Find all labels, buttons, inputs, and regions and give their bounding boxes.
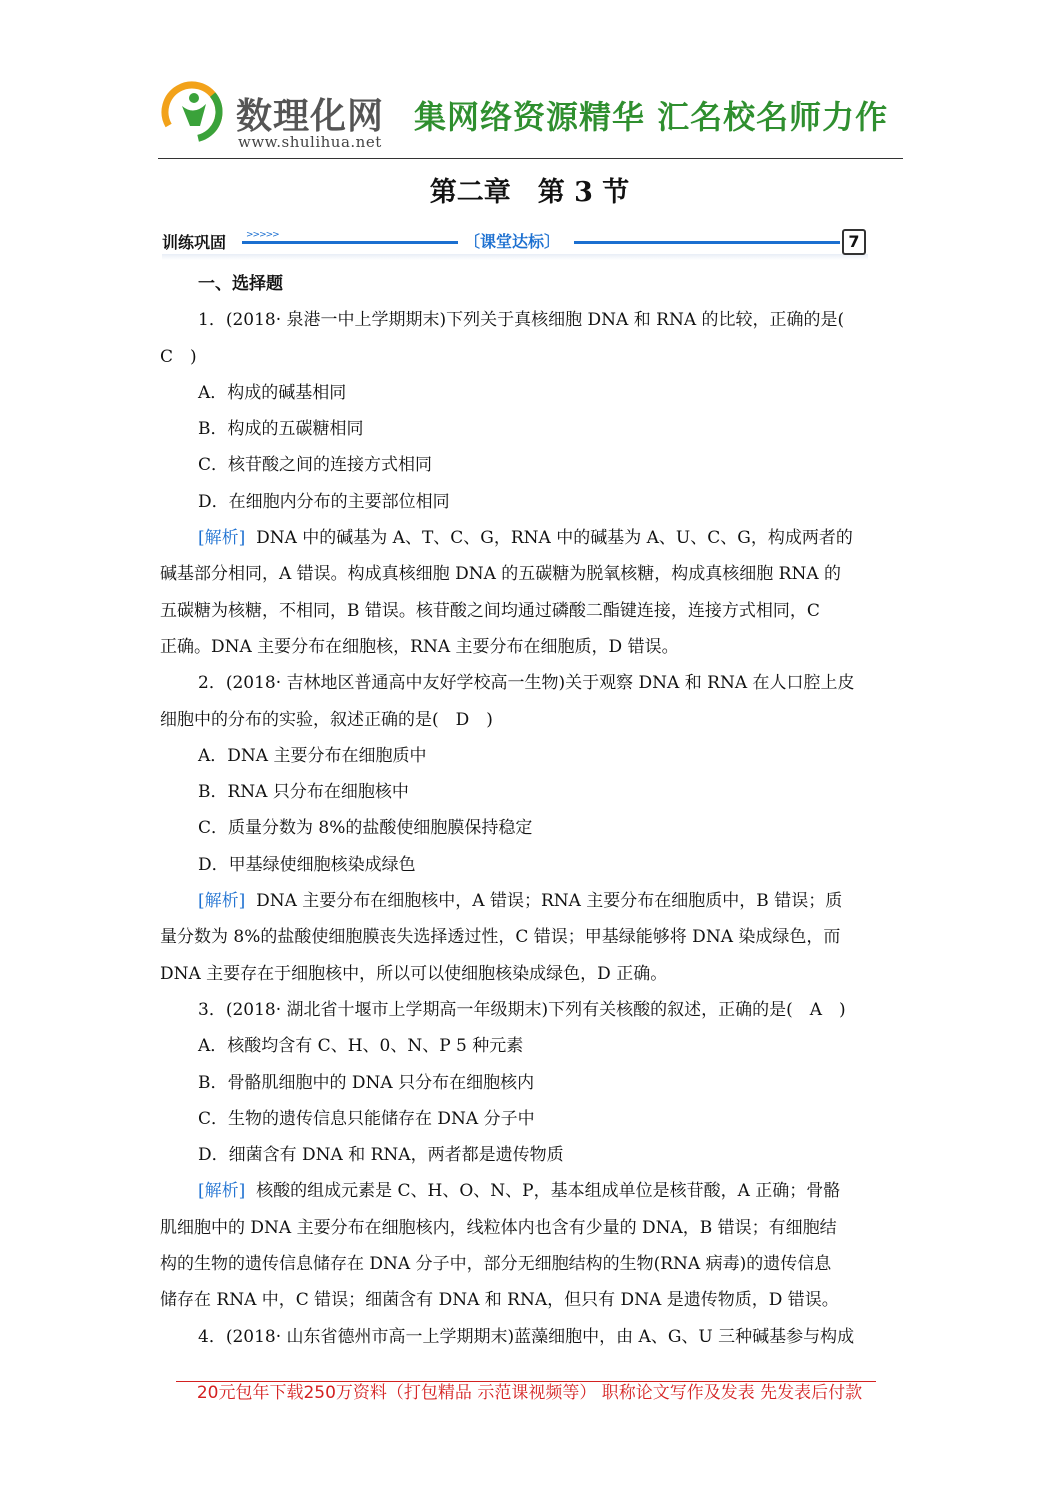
question-2-option-c: C．质量分数为 8%的盐酸使细胞膜保持稳定 [198, 818, 533, 839]
analysis-label: [解析] [198, 1181, 246, 1202]
question-3-stem: 3．(2018· 湖北省十堰市上学期高一年级期末)下列有关核酸的叙述，正确的是( A ) [198, 999, 846, 1020]
analysis-text: DNA 主要分布在细胞核中，A 错误；RNA 主要分布在细胞质中，B 错误；质 [256, 891, 843, 912]
question-1-stem: 1．(2018· 泉港一中上学期期末)下列关于真核细胞 DNA 和 RNA 的比较，正确的是( [198, 310, 845, 331]
section-bar-line-left [242, 241, 458, 244]
site-header [158, 78, 903, 158]
analysis-line: 量分数为 8%的盐酸使细胞膜丧失选择透过性，C 错误；甲基绿能够将 DNA 染成绿色，而 [160, 927, 841, 948]
analysis-label: [解析] [198, 528, 246, 549]
analysis-line: 正确。DNA 主要分布在细胞核，RNA 主要分布在细胞质，D 错误。 [160, 636, 679, 657]
site-slogan: 集网络资源精华 汇名校名师力作 [414, 98, 889, 136]
question-2-option-d: D．甲基绿使细胞核染成绿色 [198, 854, 416, 875]
section-bar [162, 226, 872, 260]
header-divider [158, 158, 903, 159]
question-1-answer: C ) [160, 346, 197, 367]
question-4-stem: 4．(2018· 山东省德州市高一上学期期末)蓝藻细胞中，由 A、G、U 三种碱基参与构成 [198, 1326, 855, 1347]
analysis-line: 肌细胞中的 DNA 主要分布在细胞核内，线粒体内也含有少量的 DNA，B 错误；有细胞结 [160, 1217, 837, 1238]
section-center-label: 〔课堂达标〕 [464, 232, 561, 251]
question-1-analysis [160, 520, 893, 556]
question-3-analysis [160, 1173, 893, 1209]
question-2-stem: 2．(2018· 吉林地区普通高中友好学校高一生物)关于观察 DNA 和 RNA 在人口腔上皮 [198, 673, 855, 694]
analysis-label: [解析] [198, 891, 246, 912]
analysis-line: 五碳糖为核糖，不相同，B 错误。核苷酸之间均通过磷酸二酯键连接，连接方式相同，C [160, 600, 820, 621]
question-1-option-d: D．在细胞内分布的主要部位相同 [198, 491, 450, 512]
site-domain: www.shulihua.net [238, 133, 382, 151]
analysis-text: 核酸的组成元素是 C、H、O、N、P，基本组成单位是核苷酸，A 正确；骨骼 [256, 1181, 841, 1202]
analysis-line: 储存在 RNA 中，C 错误；细菌含有 DNA 和 RNA，但只有 DNA 是遗传物质，D 错误。 [160, 1290, 839, 1311]
section-tab-label: 训练巩固 [162, 233, 227, 252]
section-number-badge: 7 [842, 229, 866, 255]
footer-ad[interactable]: 20元包年下载250万资料（打包精品 示范课视频等） 职称论文写作及发表 先发表后付款 [196, 1383, 863, 1403]
question-3-option-d: D．细菌含有 DNA 和 RNA，两者都是遗传物质 [198, 1145, 564, 1166]
logo-icon [160, 80, 224, 144]
analysis-line: DNA 主要存在于细胞核中，所以可以使细胞核染成绿色，D 正确。 [160, 963, 668, 984]
question-3-option-a: A．核酸均含有 C、H、0、N、P 5 种元素 [198, 1036, 524, 1057]
question-2-option-b: B．RNA 只分布在细胞核中 [198, 782, 409, 803]
analysis-line: 构的生物的遗传信息储存在 DNA 分子中，部分无细胞结构的生物(RNA 病毒)的遗传信息 [160, 1254, 832, 1275]
arrows-icon: >>>>> [246, 230, 279, 240]
page-title: 第二章 第 3 节 [429, 177, 630, 208]
section-heading: 一、选择题 [198, 274, 283, 294]
analysis-line: 碱基部分相同，A 错误。构成真核细胞 DNA 的五碳糖为脱氧核糖，构成真核细胞 RNA 的 [160, 564, 842, 585]
exercise-content [160, 266, 893, 1355]
section-bar-shadow [162, 254, 868, 260]
section-bar-line-right [574, 241, 840, 244]
question-2-analysis [160, 883, 893, 919]
question-3-option-c: C．生物的遗传信息只能储存在 DNA 分子中 [198, 1108, 535, 1129]
brand-name: 数理化网 [236, 96, 385, 137]
question-3-option-b: B．骨骼肌细胞中的 DNA 只分布在细胞核内 [198, 1072, 535, 1093]
question-1-option-a: A．构成的碱基相同 [198, 382, 347, 403]
analysis-text: DNA 中的碱基为 A、T、C、G，RNA 中的碱基为 A、U、C、G，构成两者的 [256, 528, 853, 549]
question-2-option-a: A．DNA 主要分布在细胞质中 [198, 745, 427, 766]
question-1-option-c: C．核苷酸之间的连接方式相同 [198, 455, 433, 476]
question-2-stem-cont: 细胞中的分布的实验，叙述正确的是( D ) [160, 709, 493, 730]
question-1-option-b: B．构成的五碳糖相同 [198, 419, 364, 440]
